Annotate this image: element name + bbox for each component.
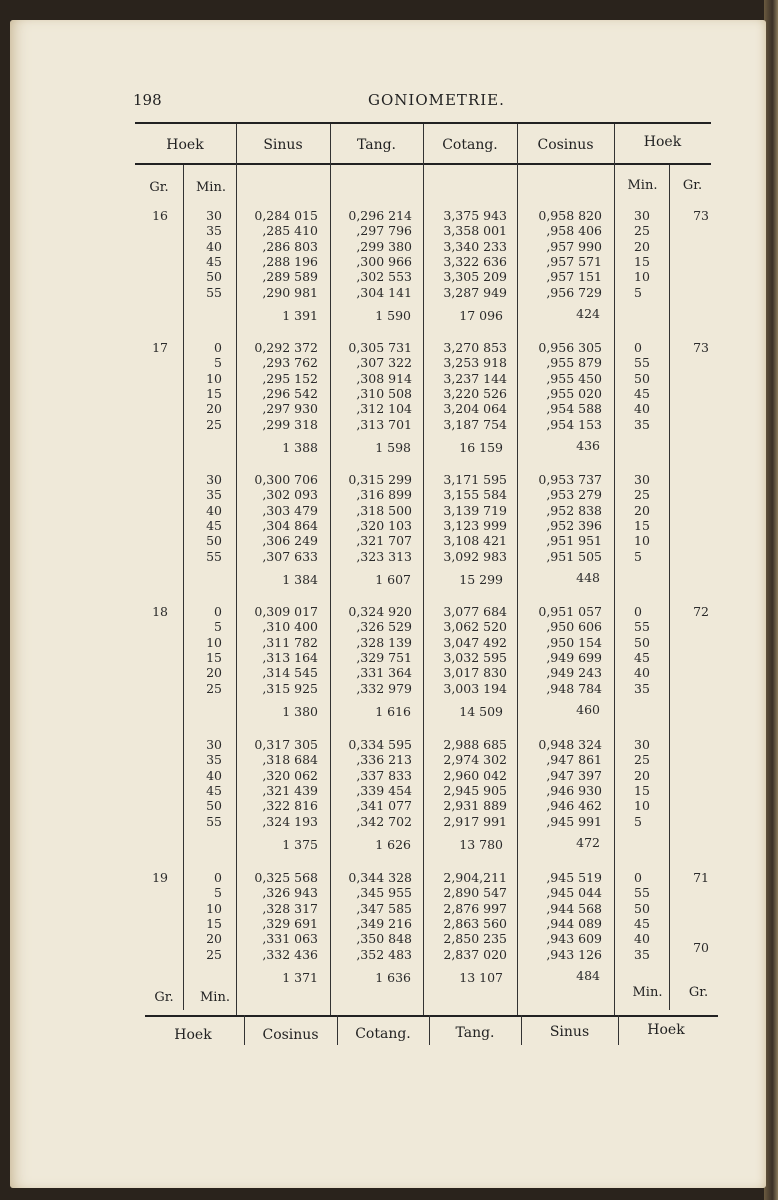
header-sinus: Sinus [263, 137, 303, 153]
tang-value: ,352 483 [356, 946, 412, 962]
minute-left: 0 [214, 340, 222, 355]
tang-value: ,339 454 [356, 782, 412, 798]
minute-left: 25 [206, 680, 222, 696]
minute-right: 5 [634, 813, 642, 829]
cotang-value: 2,974 302 [443, 752, 507, 768]
cotang-value: 2,850 235 [443, 931, 507, 947]
difference-value: 1 384 [282, 572, 318, 587]
difference-value: 13 780 [459, 837, 503, 852]
minute-right: 55 [634, 355, 650, 371]
cotang-value: 2,917 991 [443, 813, 507, 829]
cotang-value: 3,375 943 [443, 208, 507, 223]
tang-value: ,342 702 [356, 813, 412, 829]
header-cotang: Cotang. [442, 137, 498, 153]
cotang-value: 2,988 685 [443, 737, 507, 752]
minute-right: 5 [634, 284, 642, 300]
minute-left: 15 [206, 915, 222, 931]
tang-value: ,341 077 [356, 798, 412, 814]
tang-value: ,320 103 [356, 517, 412, 533]
page-number: 198 [133, 91, 162, 109]
sinus-value: ,306 249 [262, 533, 318, 549]
page-title: GONIOMETRIE. [368, 91, 505, 109]
cosinus-value: ,946 930 [546, 782, 602, 798]
cosinus-value: ,957 151 [546, 269, 602, 285]
sinus-value: ,307 633 [262, 548, 318, 564]
minute-right: 40 [634, 931, 650, 947]
cosinus-value: 0,956 305 [538, 340, 602, 355]
minute-left: 50 [206, 798, 222, 814]
cosinus-value: 0,953 737 [538, 472, 602, 487]
minute-left: 45 [206, 517, 222, 533]
footer-gr-right: Gr. [688, 985, 709, 1000]
sinus-value: ,322 816 [262, 798, 318, 814]
degree-right: 73 [693, 208, 709, 223]
tang-value: 0,296 214 [348, 208, 412, 223]
tang-value: ,350 848 [356, 931, 412, 947]
cosinus-value: ,958 406 [546, 223, 602, 239]
minute-right: 25 [634, 487, 650, 503]
minute-right: 20 [634, 502, 650, 518]
degree-left: 16 [152, 208, 168, 223]
minute-right: 40 [634, 665, 650, 681]
sinus-value: ,297 930 [262, 401, 318, 417]
footer-min-right: Min. [632, 985, 663, 1000]
minute-right: 15 [634, 253, 650, 269]
sinus-value: ,295 152 [262, 370, 318, 386]
minute-right: 45 [634, 649, 650, 665]
tang-value: 0,324 920 [348, 604, 412, 619]
difference-value: 14 509 [459, 704, 503, 719]
cotang-value: 2,960 042 [443, 767, 507, 783]
subheader-gr-right: Gr. [682, 178, 703, 193]
cotang-value: 3,047 492 [443, 634, 507, 650]
tang-value: 0,315 299 [348, 472, 412, 487]
minute-left: 40 [206, 238, 222, 254]
minute-right: 30 [634, 737, 650, 752]
difference-value: 1 598 [375, 440, 411, 455]
cotang-value: 2,890 547 [443, 885, 507, 901]
sinus-value: ,321 439 [262, 782, 318, 798]
minute-left: 5 [214, 885, 222, 901]
cotang-value: 3,253 918 [443, 355, 507, 371]
sinus-value: ,302 093 [262, 487, 318, 503]
sinus-value: ,313 164 [262, 649, 318, 665]
sinus-value: ,328 317 [262, 900, 318, 916]
difference-value: 448 [576, 570, 600, 585]
cotang-value: 3,077 684 [443, 604, 507, 619]
cosinus-value: ,947 397 [546, 767, 602, 783]
difference-value: 1 590 [375, 308, 411, 323]
minute-left: 30 [206, 472, 222, 487]
sinus-value: ,331 063 [262, 931, 318, 947]
minute-right: 55 [634, 885, 650, 901]
degree-right: 73 [693, 340, 709, 355]
sinus-value: ,293 762 [262, 355, 318, 371]
cotang-value: 3,220 526 [443, 385, 507, 401]
minute-right: 30 [634, 208, 650, 223]
cotang-value: 3,092 983 [443, 548, 507, 564]
cotang-value: 3,305 209 [443, 269, 507, 285]
cosinus-value: ,947 861 [546, 752, 602, 768]
minute-left: 30 [206, 208, 222, 223]
cotang-value: 3,187 754 [443, 416, 507, 432]
tang-value: ,326 529 [356, 619, 412, 635]
cotang-value: 3,139 719 [443, 502, 507, 518]
minute-left: 25 [206, 416, 222, 432]
sinus-value: ,314 545 [262, 665, 318, 681]
difference-value: 484 [576, 968, 600, 983]
minute-right: 35 [634, 416, 650, 432]
col-divider [236, 124, 237, 1015]
cosinus-value: ,949 699 [546, 649, 602, 665]
minute-left: 25 [206, 946, 222, 962]
cosinus-value: ,951 951 [546, 533, 602, 549]
cotang-value: 3,108 421 [443, 533, 507, 549]
tang-value: ,332 979 [356, 680, 412, 696]
cosinus-value: 0,948 324 [538, 737, 602, 752]
cotang-value: 3,123 999 [443, 517, 507, 533]
minute-left: 0 [214, 604, 222, 619]
tang-value: ,313 701 [356, 416, 412, 432]
minute-left: 35 [206, 752, 222, 768]
footer-cosinus: Cosinus [262, 1027, 319, 1043]
tang-value: ,312 104 [356, 401, 412, 417]
tang-value: ,304 141 [356, 284, 412, 300]
difference-value: 16 159 [459, 440, 503, 455]
degree-left: 17 [152, 340, 168, 355]
sinus-value: 0,292 372 [254, 340, 318, 355]
cotang-value: 2,904,211 [443, 870, 507, 885]
difference-value: 1 380 [282, 704, 318, 719]
col-divider [517, 124, 518, 1015]
cotang-value: 3,287 949 [443, 284, 507, 300]
cosinus-value: ,956 729 [546, 284, 602, 300]
tang-value: ,302 553 [356, 269, 412, 285]
minute-right: 0 [634, 340, 642, 355]
minute-right: 35 [634, 946, 650, 962]
cosinus-value: ,957 571 [546, 253, 602, 269]
minute-right: 45 [634, 915, 650, 931]
cosinus-value: ,954 153 [546, 416, 602, 432]
degree-right: 70 [693, 940, 709, 955]
minute-right: 50 [634, 900, 650, 916]
col-divider [669, 165, 670, 1010]
minute-right: 50 [634, 634, 650, 650]
tang-value: ,345 955 [356, 885, 412, 901]
cosinus-value: 0,951 057 [538, 604, 602, 619]
footer-rule [145, 1015, 718, 1017]
cotang-value: 2,931 889 [443, 798, 507, 814]
sinus-value: 0,284 015 [254, 208, 318, 223]
footer-hoek-right: Hoek [647, 1022, 685, 1038]
tang-value: ,308 914 [356, 370, 412, 386]
tang-value: ,349 216 [356, 915, 412, 931]
minute-left: 55 [206, 284, 222, 300]
cosinus-value: ,955 450 [546, 370, 602, 386]
minute-left: 55 [206, 548, 222, 564]
minute-left: 15 [206, 385, 222, 401]
cosinus-value: ,943 126 [546, 946, 602, 962]
footer-tang: Tang. [455, 1025, 495, 1041]
minute-left: 0 [214, 870, 222, 885]
footer-hoek-left: Hoek [174, 1027, 212, 1043]
cotang-value: 3,003 194 [443, 680, 507, 696]
minute-right: 30 [634, 472, 650, 487]
sinus-value: ,299 318 [262, 416, 318, 432]
difference-value: 460 [576, 702, 600, 717]
minute-left: 10 [206, 900, 222, 916]
cotang-value: 3,270 853 [443, 340, 507, 355]
minute-right: 45 [634, 385, 650, 401]
book-edge [764, 0, 778, 1200]
footer-cotang: Cotang. [355, 1026, 411, 1042]
difference-value: 1 391 [282, 308, 318, 323]
cosinus-value: ,957 990 [546, 238, 602, 254]
sinus-value: 0,300 706 [254, 472, 318, 487]
sinus-value: ,285 410 [262, 223, 318, 239]
minute-left: 35 [206, 487, 222, 503]
cotang-value: 3,032 595 [443, 649, 507, 665]
cosinus-value: ,951 505 [546, 548, 602, 564]
difference-value: 1 616 [375, 704, 411, 719]
minute-right: 10 [634, 533, 650, 549]
cosinus-value: ,944 089 [546, 915, 602, 931]
difference-value: 1 371 [282, 970, 318, 985]
cosinus-value: ,948 784 [546, 680, 602, 696]
minute-left: 20 [206, 665, 222, 681]
header-cosinus: Cosinus [537, 137, 594, 153]
cotang-value: 3,340 233 [443, 238, 507, 254]
minute-left: 20 [206, 931, 222, 947]
degree-right: 72 [693, 604, 709, 619]
minute-right: 55 [634, 619, 650, 635]
tang-value: ,329 751 [356, 649, 412, 665]
minute-left: 35 [206, 223, 222, 239]
minute-left: 40 [206, 767, 222, 783]
cosinus-value: 0,958 820 [538, 208, 602, 223]
minute-right: 5 [634, 548, 642, 564]
minute-right: 20 [634, 767, 650, 783]
cotang-value: 2,945 905 [443, 782, 507, 798]
tang-value: ,328 139 [356, 634, 412, 650]
tang-value: ,297 796 [356, 223, 412, 239]
cosinus-value: ,950 154 [546, 634, 602, 650]
degree-left: 18 [152, 604, 168, 619]
sinus-value: ,286 803 [262, 238, 318, 254]
footer-gr-left: Gr. [154, 990, 174, 1005]
subheader-min-right: Min. [627, 178, 658, 193]
tang-value: 0,334 595 [348, 737, 412, 752]
cotang-value: 2,863 560 [443, 915, 507, 931]
subheader-gr-left: Gr. [149, 180, 169, 195]
cotang-value: 2,876 997 [443, 900, 507, 916]
sinus-value: ,326 943 [262, 885, 318, 901]
tang-value: ,323 313 [356, 548, 412, 564]
minute-right: 10 [634, 269, 650, 285]
degree-right: 71 [693, 870, 709, 885]
minute-right: 40 [634, 401, 650, 417]
sinus-value: ,329 691 [262, 915, 318, 931]
cosinus-value: ,946 462 [546, 798, 602, 814]
tang-value: 0,305 731 [348, 340, 412, 355]
tang-value: ,307 322 [356, 355, 412, 371]
cotang-value: 3,322 636 [443, 253, 507, 269]
minute-left: 50 [206, 269, 222, 285]
minute-right: 10 [634, 798, 650, 814]
tang-value: ,316 899 [356, 487, 412, 503]
sinus-value: ,303 479 [262, 502, 318, 518]
sinus-value: 0,317 305 [254, 737, 318, 752]
cosinus-value: ,945 519 [546, 870, 602, 885]
subheader-min-left: Min. [196, 180, 226, 195]
cosinus-value: ,952 838 [546, 502, 602, 518]
minute-left: 20 [206, 401, 222, 417]
sinus-value: ,288 196 [262, 253, 318, 269]
cosinus-value: ,950 606 [546, 619, 602, 635]
sinus-value: ,332 436 [262, 946, 318, 962]
cosinus-value: ,952 396 [546, 517, 602, 533]
tang-value: ,336 213 [356, 752, 412, 768]
difference-value: 1 636 [375, 970, 411, 985]
minute-right: 50 [634, 370, 650, 386]
cosinus-value: ,944 568 [546, 900, 602, 916]
footer-sinus: Sinus [549, 1024, 590, 1040]
difference-value: 1 607 [375, 572, 411, 587]
minute-left: 40 [206, 502, 222, 518]
cotang-value: 3,155 584 [443, 487, 507, 503]
tang-value: 0,344 328 [348, 870, 412, 885]
difference-value: 1 388 [282, 440, 318, 455]
minute-right: 15 [634, 517, 650, 533]
cosinus-value: ,945 991 [546, 813, 602, 829]
minute-right: 35 [634, 680, 650, 696]
minute-left: 10 [206, 370, 222, 386]
sinus-value: 0,309 017 [254, 604, 318, 619]
minute-left: 45 [206, 782, 222, 798]
sinus-value: ,318 684 [262, 752, 318, 768]
cotang-value: 3,171 595 [443, 472, 507, 487]
cosinus-value: ,955 020 [546, 385, 602, 401]
degree-left: 19 [152, 870, 168, 885]
difference-value: 1 375 [282, 837, 318, 852]
minute-left: 55 [206, 813, 222, 829]
tang-value: ,331 364 [356, 665, 412, 681]
minute-right: 20 [634, 238, 650, 254]
difference-value: 17 096 [459, 308, 503, 323]
col-divider [330, 124, 331, 1015]
cosinus-value: ,943 609 [546, 931, 602, 947]
sinus-value: 0,325 568 [254, 870, 318, 885]
tang-value: ,310 508 [356, 385, 412, 401]
difference-value: 15 299 [459, 572, 503, 587]
tang-value: ,347 585 [356, 900, 412, 916]
minute-left: 50 [206, 533, 222, 549]
minute-left: 45 [206, 253, 222, 269]
cosinus-value: ,955 879 [546, 355, 602, 371]
tang-value: ,299 380 [356, 238, 412, 254]
cotang-value: 2,837 020 [443, 946, 507, 962]
sinus-value: ,304 864 [262, 517, 318, 533]
cotang-value: 3,358 001 [443, 223, 507, 239]
minute-left: 15 [206, 649, 222, 665]
minute-left: 5 [214, 619, 222, 635]
minute-right: 25 [634, 223, 650, 239]
cosinus-value: ,949 243 [546, 665, 602, 681]
footer-min-left: Min. [200, 990, 230, 1005]
difference-value: 424 [576, 306, 600, 321]
col-divider [183, 165, 184, 1010]
tang-value: ,318 500 [356, 502, 412, 518]
minute-right: 25 [634, 752, 650, 768]
sinus-value: ,310 400 [262, 619, 318, 635]
cosinus-value: ,945 044 [546, 885, 602, 901]
sinus-value: ,289 589 [262, 269, 318, 285]
minute-left: 5 [214, 355, 222, 371]
difference-value: 1 626 [375, 837, 411, 852]
sinus-value: ,315 925 [262, 680, 318, 696]
minute-right: 0 [634, 604, 642, 619]
cotang-value: 3,237 144 [443, 370, 507, 386]
tang-value: ,337 833 [356, 767, 412, 783]
sinus-value: ,311 782 [262, 634, 318, 650]
header-tang: Tang. [356, 137, 397, 153]
minute-left: 10 [206, 634, 222, 650]
cosinus-value: ,953 279 [546, 487, 602, 503]
difference-value: 472 [576, 835, 600, 850]
minute-right: 15 [634, 782, 650, 798]
sinus-value: ,324 193 [262, 813, 318, 829]
sinus-value: ,290 981 [262, 284, 318, 300]
header-hoek-right: Hoek [643, 134, 682, 150]
difference-value: 13 107 [459, 970, 503, 985]
sinus-value: ,296 542 [262, 385, 318, 401]
minute-right: 0 [634, 870, 642, 885]
minute-left: 30 [206, 737, 222, 752]
tang-value: ,321 707 [356, 533, 412, 549]
col-divider [614, 124, 615, 1015]
sinus-value: ,320 062 [262, 767, 318, 783]
header-hoek-left: Hoek [166, 137, 204, 153]
col-divider [423, 124, 424, 1015]
cosinus-value: ,954 588 [546, 401, 602, 417]
cotang-value: 3,017 830 [443, 665, 507, 681]
cotang-value: 3,204 064 [443, 401, 507, 417]
difference-value: 436 [576, 438, 600, 453]
tang-value: ,300 966 [356, 253, 412, 269]
cotang-value: 3,062 520 [443, 619, 507, 635]
